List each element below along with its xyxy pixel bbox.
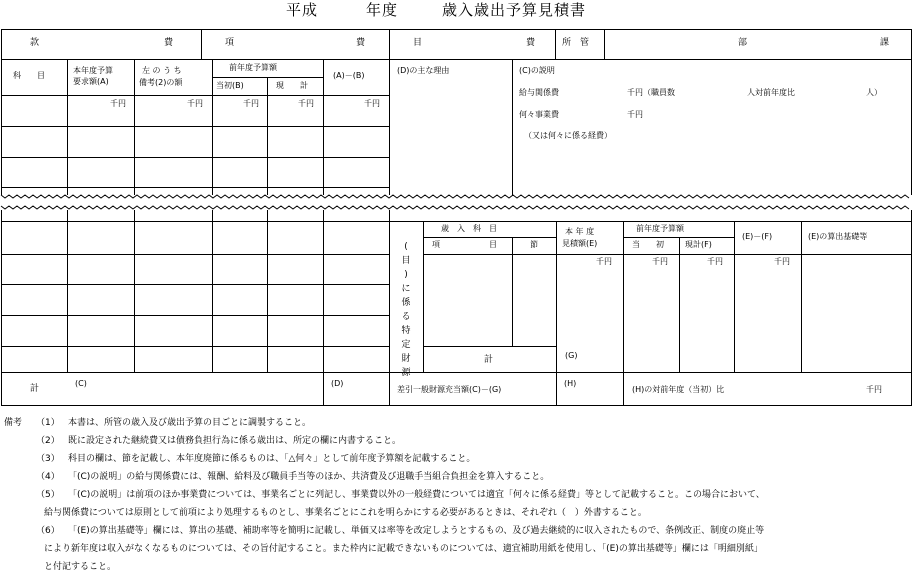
header-shokan: 所 管: [562, 38, 590, 48]
col-kamoku: 科 目: [13, 71, 45, 80]
note-number: （2）: [36, 436, 60, 446]
header-kou: 項: [225, 38, 235, 48]
side-label-char: 目: [401, 256, 411, 266]
label-person-end: 人）: [866, 88, 882, 97]
note-number: （4）: [36, 472, 60, 482]
title-era: 平成: [286, 1, 319, 19]
side-label-char: 特: [401, 326, 411, 336]
side-label-char: ): [404, 270, 408, 280]
col-reason-d: (D)の主な理由: [397, 66, 450, 75]
note-text: 給与関係費については原則として前項により処理するものとし、事業名ごとにこれを明らかにする必要があるときは、それぞれ（ ）外書すること。: [44, 508, 647, 518]
note-number: （1）: [36, 418, 60, 428]
header-ka: 課: [880, 38, 890, 48]
col-zennendo-lower: 前年度予算額: [636, 224, 684, 233]
col-tosho-lower: 当 初: [632, 240, 664, 249]
notes-label: 備考: [4, 418, 23, 428]
unit-e: 千円: [596, 257, 612, 266]
col-explain-c: (C)の説明: [519, 66, 555, 75]
unit-ab: 千円: [364, 99, 380, 108]
label-nani: 何々事業費: [519, 110, 559, 119]
unit-f: 千円: [707, 257, 723, 266]
label-kyuyo-unit: 千円（職員数: [627, 88, 675, 97]
label-sashihiki: 差引一般財源充当額(C)－(G): [397, 385, 502, 394]
note-text: と付記すること。: [44, 562, 117, 572]
side-label-char: 係: [401, 298, 411, 308]
note-number: （6）: [36, 526, 60, 536]
col-honnendo: 本年度予算: [73, 66, 113, 75]
col-santei: (E)の算出基礎等: [808, 232, 868, 241]
side-label-char: 財: [401, 354, 411, 364]
col-setsu: 節: [530, 240, 538, 249]
unit-footer: 千円: [866, 385, 882, 394]
note-text: 本書は、所管の歳入及び歳出予算の目ごとに調製すること。: [68, 418, 312, 428]
note-text: 既に設定された継続費又は債務負担行為に係る歳出は、所定の欄に内書すること。: [68, 436, 402, 446]
header-kan-suffix: 費: [164, 38, 174, 48]
header-kan: 款: [30, 38, 40, 48]
note-number: （3）: [36, 454, 60, 464]
note-number: （5）: [36, 490, 60, 500]
side-label-char: 源: [401, 368, 411, 378]
col-diff-ab: (A)－(B): [333, 71, 365, 80]
header-moku: 目: [413, 38, 423, 48]
label-kyuyo: 給与関係費: [519, 88, 559, 97]
side-label-char: 定: [401, 340, 411, 350]
col-tosho: 当初(B): [216, 81, 244, 90]
col-sainyu-kamoku: 歳 入 科 目: [441, 224, 497, 233]
label-per-person: 人対前年度比: [747, 88, 795, 97]
title-year: 年度: [366, 1, 399, 19]
side-label-char: に: [401, 284, 411, 294]
header-kou-suffix: 費: [356, 38, 366, 48]
unit-biko: 千円: [187, 99, 203, 108]
note-text: 科目の欄は、節を記載し、本年度廃節に係るものは、「△何々」として前年度予算額を記載すること。: [68, 454, 476, 464]
note-text: 「(C)の説明」の給与関係費には、報酬、給料及び職員手当等のほか、共済費及び退職手当組合負担金を算入すること。: [68, 472, 550, 482]
unit-tosho: 千円: [652, 257, 668, 266]
page-title: 歳入歳出予算見積書: [442, 1, 587, 19]
side-label-char: る: [401, 312, 411, 322]
col-honnendo-e: 本 年 度: [565, 227, 595, 236]
col-mitsumori: 見積額(E): [562, 239, 598, 248]
note-text: 「(C)の説明」は前項のほか事業費については、事業名ごとに列記し、事業費以外の一般経費については適宜「何々に係る経費」等として記載すること。この場合において、: [68, 490, 765, 500]
col-genkei-f: 現計(F): [685, 240, 712, 249]
col-biko: 備考(2)の額: [139, 78, 183, 87]
col-zennendo: 前年度予算額: [229, 63, 277, 72]
label-h: (H): [564, 379, 577, 388]
col-kou: 項: [432, 240, 440, 249]
col-hidari: 左 の う ち: [142, 66, 182, 75]
label-c: (C): [75, 379, 87, 388]
label-g: (G): [565, 351, 578, 360]
col-genkei: 現 計: [276, 81, 308, 90]
unit-a: 千円: [110, 99, 126, 108]
label-kei-lower: 計: [484, 355, 494, 365]
side-label-tokutei: [400, 240, 412, 380]
col-moku: 目: [489, 240, 497, 249]
header-moku-suffix: 費: [526, 38, 536, 48]
unit-genkei: 千円: [298, 99, 314, 108]
label-nani-unit: 千円: [627, 110, 643, 119]
note-text: により新年度は収入がなくなるものについては、その旨付記すること。また枠内に記載できないものについては、適宜補助用紙を使用し、「(E)の算出基礎等」欄には「明細別紙」: [44, 544, 763, 554]
label-matawa: （又は何々に係る経費）: [524, 131, 612, 140]
header-bu: 部: [738, 38, 748, 48]
label-kei-footer: 計: [30, 384, 40, 394]
note-text: 「(E)の算出基礎等」欄には、算出の基礎、補助率等を簡明に記載し、単価又は率等を改定しようとするもの、及び過去継続的に収入されたもので、条例改正、制度の廃止等: [68, 526, 765, 536]
col-yokyu: 要求額(A): [73, 77, 109, 86]
col-diff-ef: (E)－(F): [742, 232, 773, 241]
unit-ef: 千円: [774, 257, 790, 266]
unit-b: 千円: [243, 99, 259, 108]
label-hratio: (H)の対前年度（当初）比: [632, 385, 725, 394]
label-d: (D): [331, 379, 344, 388]
side-label-char: (: [404, 242, 408, 252]
